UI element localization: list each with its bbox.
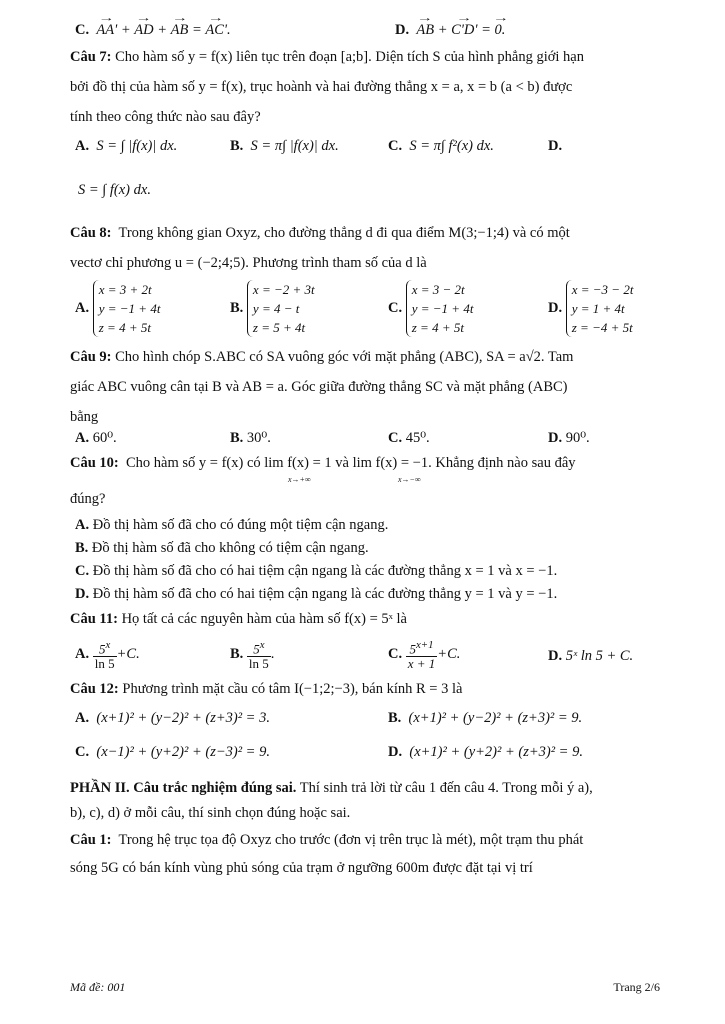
part-2-question-1: Câu 1: Trong hệ trục tọa độ Oxyz cho trước (đơn vị trên trục là mét), một trạm thu phát sóng 5G có bán kính vùng phủ sóng của trạm ở ngưỡng 600m được đặt tại vị trí <box>70 832 584 876</box>
q10-options <box>70 514 660 606</box>
q9-options <box>70 430 660 454</box>
q12-option-a: A. (x+1)² + (y−2)² + (z+3)² = 3. <box>75 710 270 726</box>
q11-option-c: C. $\frac{5^{x+1}}{x + 1}$ +C. <box>388 639 461 672</box>
q8-option-d: D. x = −3 − 2t y = 1 + 4t z = −4 + 5t <box>548 282 634 335</box>
q8-option-a: A. x = 3 + 2t y = −1 + 4t z = 4 + 5t <box>75 282 161 335</box>
q12-options-ab <box>70 710 660 744</box>
q12-option-d: D. (x+1)² + (y+2)² + (z+3)² = 9. <box>388 744 583 760</box>
part-2-header: PHẦN II. Câu trắc nghiệm đúng sai. Thí sinh trả lời từ câu 1 đến câu 4. Trong mỗi ý a), b), c), d) ở mỗi câu, thí sinh chọn đúng hoặc sai. <box>70 780 593 821</box>
q11-option-d: D. 5ˣ ln 5 + C. <box>548 648 634 664</box>
question-10: Câu 10: Cho hàm số y = f(x) có lim f(x) = 1 và lim f(x) = −1. Khẳng định nào sau đây x→+∞ x→−∞ đúng? <box>70 455 576 507</box>
q12-option-c: C. (x−1)² + (y+2)² + (z−3)² = 9. <box>75 744 270 760</box>
q7-option-b: B. S = π∫ |f(x)| dx. <box>230 138 339 154</box>
q11-option-b: B. $\frac{5^x}{\ln 5}$ . <box>230 639 275 672</box>
q7-option-d-label: D. <box>548 138 563 154</box>
q8-options <box>70 278 660 342</box>
q12-options-cd <box>70 744 660 776</box>
q7-option-d: S = ∫ f(x) dx. <box>78 182 151 198</box>
exam-code: Mã đề: 001 <box>70 980 126 994</box>
q10-option-c: C. Đồ thị hàm số đã cho có hai tiệm cận ngang là các đường thẳng x = 1 và x = −1. <box>75 563 558 579</box>
option-d: D. → AB + → C'D' = → 0. <box>395 22 505 39</box>
q10-option-a: A. Đồ thị hàm số đã cho có đúng một tiệm cận ngang. <box>75 517 389 533</box>
option-c: C. → AA' + → AD + → AB = → AC'. <box>75 22 231 39</box>
q8-option-b: B. x = −2 + 3t y = 4 − t z = 5 + 4t <box>230 282 315 335</box>
exam-page <box>70 22 660 882</box>
q9-option-d: D. 90⁰. <box>548 430 590 446</box>
q12-option-b: B. (x+1)² + (y−2)² + (z+3)² = 9. <box>388 710 583 726</box>
q8-option-c: C. x = 3 − 2t y = −1 + 4t z = 4 + 5t <box>388 282 474 335</box>
prev-question-options <box>70 22 660 44</box>
q7-option-c: C. S = π∫ f²(x) dx. <box>388 138 494 154</box>
q10-option-d: D. Đồ thị hàm số đã cho có hai tiệm cận ngang là các đường thẳng y = 1 và y = −1. <box>75 586 558 602</box>
question-8: Câu 8: Trong không gian Oxyz, cho đường thẳng d đi qua điểm M(3;−1;4) và có một vectơ chỉ phương u = (−2;4;5). Phương trình tham số của d là <box>70 225 570 271</box>
q11-options <box>70 636 660 680</box>
question-12: Câu 12: Phương trình mặt cầu có tâm I(−1;2;−3), bán kính R = 3 là <box>70 681 463 697</box>
q7-options <box>70 132 660 172</box>
q9-option-b: B. 30⁰. <box>230 430 271 446</box>
q11-option-a: A. $\frac{5^x}{\ln 5}$ +C. <box>75 639 140 672</box>
q9-option-a: A. 60⁰. <box>75 430 117 446</box>
q9-option-c: C. 45⁰. <box>388 430 430 446</box>
question-7: Câu 7: Cho hàm số y = f(x) liên tục trên đoạn [a;b]. Diện tích S của hình phẳng giới hạn bởi đồ thị của hàm số y = f(x), trục hoành và hai đường thẳng x = a, x = b (a < b) được tính theo công thức nào sau đây? <box>70 49 584 125</box>
q7-option-a: A. S = ∫ |f(x)| dx. <box>75 138 178 154</box>
q10-option-b: B. Đồ thị hàm số đã cho không có tiệm cận ngang. <box>75 540 369 556</box>
question-9: Câu 9: Cho hình chóp S.ABC có SA vuông góc với mặt phẳng (ABC), SA = a√2. Tam giác ABC vuông cân tại B và AB = a. Góc giữa đường thẳng SC và mặt phẳng (ABC) bằng <box>70 349 574 425</box>
question-11: Câu 11: Họ tất cả các nguyên hàm của hàm số f(x) = 5ˣ là <box>70 611 407 627</box>
page-number: Trang 2/6 <box>613 980 660 994</box>
